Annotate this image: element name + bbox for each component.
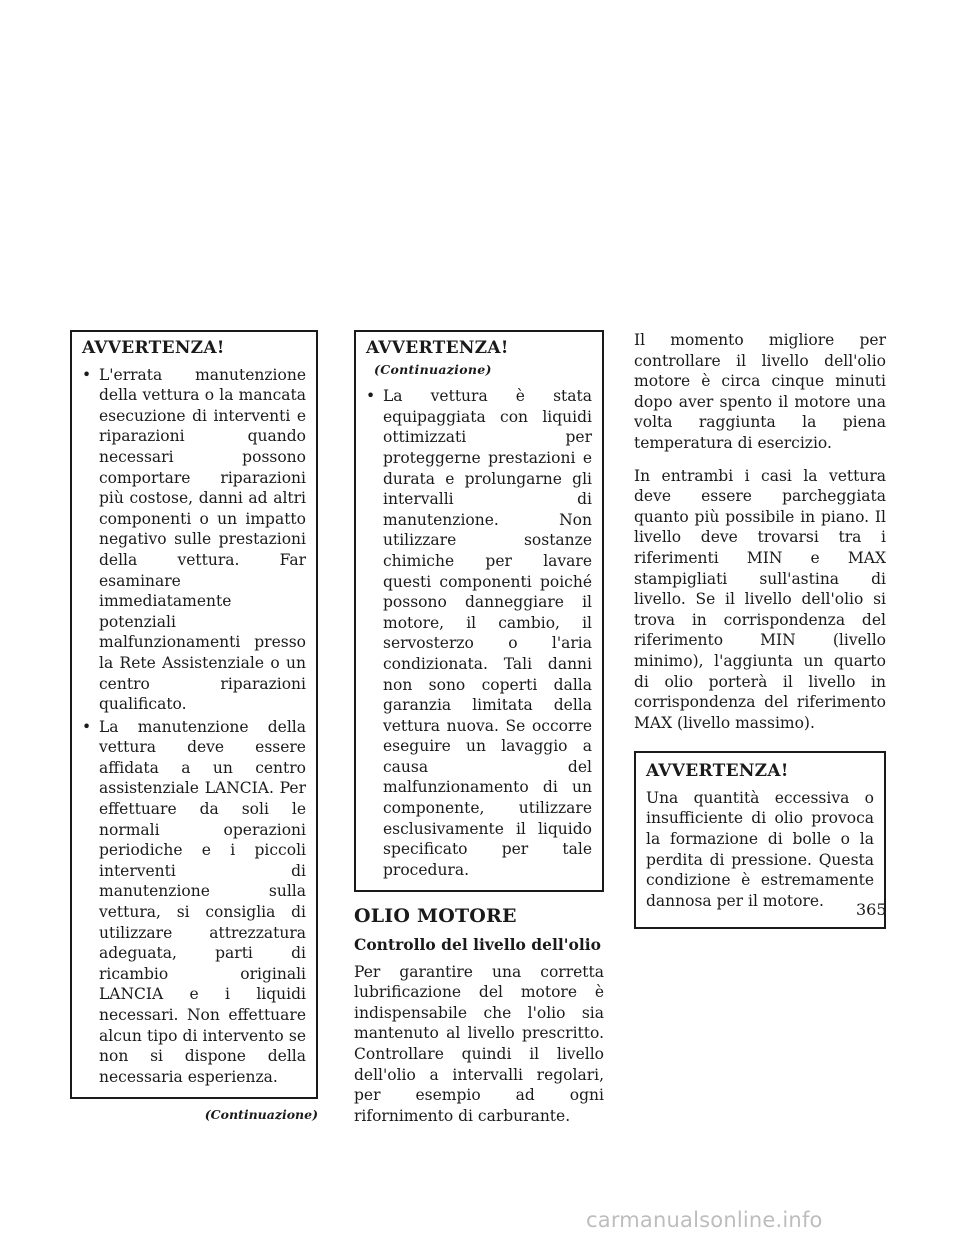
continuation-note: (Continuazione) xyxy=(204,1107,318,1123)
warning-box xyxy=(70,330,318,1099)
warning-bullet: • La vettura è stata equipaggiata con liquidi ottimizzati per proteggerne prestazioni e durata e prolungarne gli intervalli di manutenzione. Non utilizzare sostanze chimiche per lavare questi componenti poiché possono danneggiare il motore, il cambio, il servosterzo o l'aria condizionata. Tali danni non sono coperti dalla garanzia limitata della vettura nuova. Se occorre eseguire un lavaggio a causa del malfunzionamento di un componente, utilizzare esclusivamente il liquido specificato per tale procedura. xyxy=(366,386,592,880)
warning-text: Una quantità eccessiva o insufficiente di olio provoca la formazione di bolle o la perdita di pressione. Questa condizione è estremamente dannosa per il motore. xyxy=(646,788,874,910)
column-left xyxy=(70,330,318,1126)
warning-list xyxy=(366,386,592,880)
watermark: carmanualsonline.info xyxy=(586,1208,823,1232)
warning-box xyxy=(634,751,886,929)
column-middle xyxy=(354,330,604,1138)
continuation-label: (Continuazione) xyxy=(374,361,492,377)
body-paragraph: In entrambi i casi la vettura deve essere parcheggiata quanto più possibile in piano. Il livello deve trovarsi tra i riferimenti MIN e MAX stampigliati sull'astina di livello. Se il livello dell'olio si trova in corrispondenza del riferimento MIN (livello minimo), l'aggiunta un quarto di olio porterà il livello in corrispondenza del riferimento MAX (livello massimo). xyxy=(634,466,886,732)
warning-bullet: • L'errata manutenzione della vettura o la mancata esecuzione di interventi e riparazioni quando necessari possono comportare riparazioni più costose, danni ad altri componenti o un impatto negativo sulle prestazioni della vettura. Far esaminare immediatamente potenziali malfunzionamenti presso la Rete Assistenziale o un centro riparazioni qualificato. xyxy=(82,365,306,715)
warning-title: AVVERTENZA! xyxy=(82,338,225,358)
warning-box-continued xyxy=(354,330,604,892)
warning-title: AVVERTENZA! xyxy=(646,761,789,782)
warning-list xyxy=(82,365,306,1088)
warning-title: AVVERTENZA!(Continuazione) xyxy=(366,338,509,377)
section-title: OLIO MOTORE xyxy=(354,905,517,928)
subsection-title: Controllo del livello dell'olio xyxy=(354,935,601,955)
page-number: 365 xyxy=(856,900,887,919)
warning-bullet: • La manutenzione della vettura deve essere affidata a un centro assistenziale LANCIA. Per effettuare da soli le normali operazioni periodiche e i piccoli interventi di manutenzione sulla vettura, si consiglia di utilizzare attrezzatura adeguata, parti di ricambio originali LANCIA e i liquidi necessari. Non effettuare alcun tipo di intervento se non si dispone della necessaria esperienza. xyxy=(82,717,306,1088)
body-paragraph: Il momento migliore per controllare il livello dell'olio motore è circa cinque minuti dopo aver spento il motore una volta raggiunta la piena temperatura di esercizio. xyxy=(634,331,886,452)
column-right xyxy=(634,330,886,929)
body-paragraph: Per garantire una corretta lubrificazione del motore è indispensabile che l'olio sia mantenuto al livello prescritto. Controllare quindi il livello dell'olio a intervalli regolari, per esempio ad ogni rifornimento di carburante. xyxy=(354,962,604,1125)
